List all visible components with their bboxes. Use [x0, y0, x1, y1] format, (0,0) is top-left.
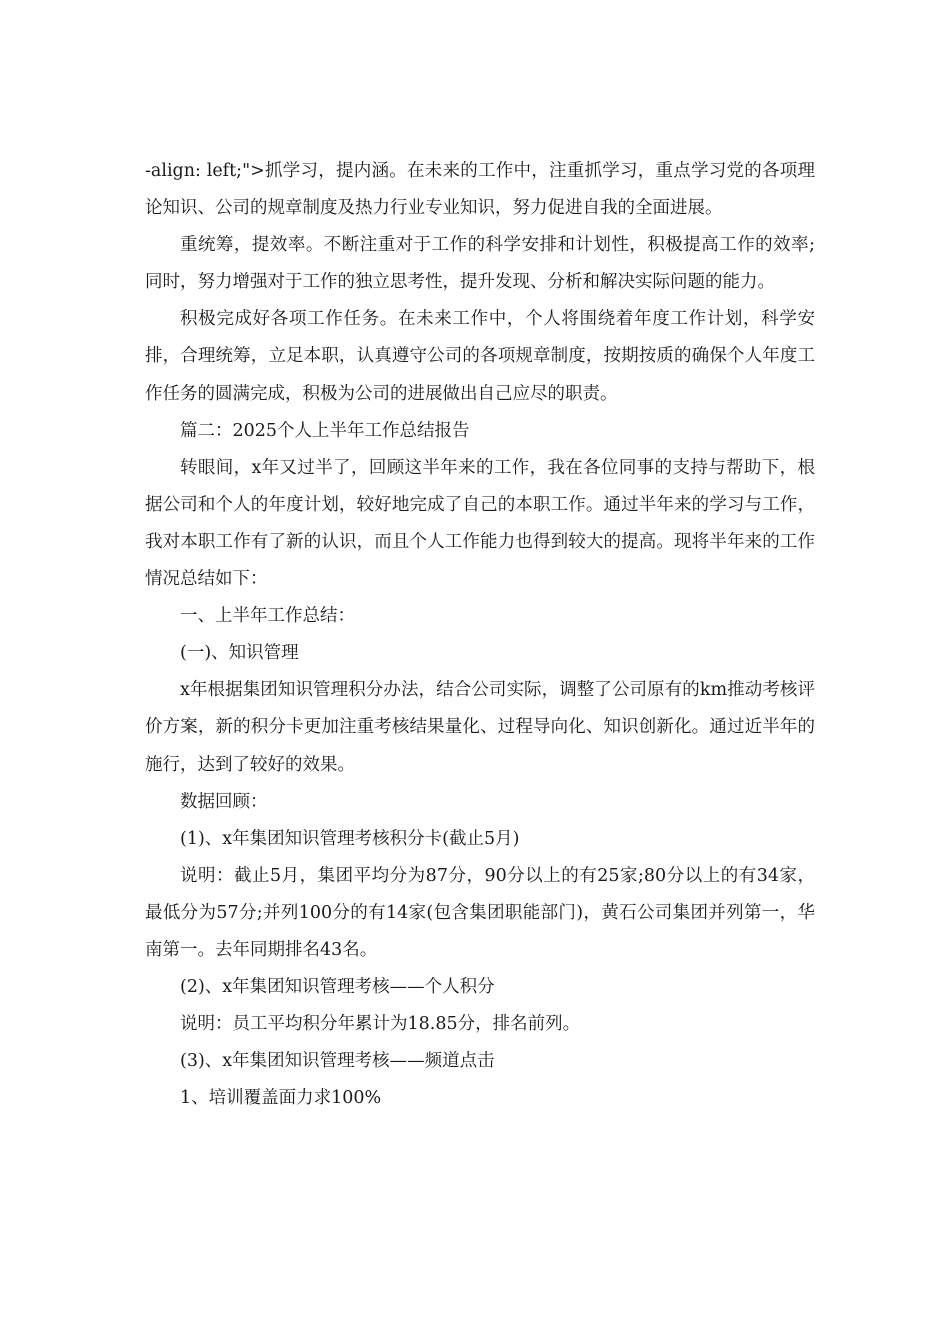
paragraph: -align: left;">抓学习，提内涵。在未来的工作中，注重抓学习，重点学习党的各项理论知识、公司的规章制度及热力行业专业知识，努力促进自我的全面进展。	[145, 161, 815, 219]
list-item: (3)、x年集团知识管理考核——频道点击	[180, 1051, 495, 1072]
list-item: (1)、x年集团知识管理考核积分卡(截止5月)	[180, 828, 520, 849]
section-heading: 一、上半年工作总结：	[180, 606, 355, 627]
paragraph: 转眼间，x年又过半了，回顾这半年来的工作，我在各位同事的支持与帮助下，根据公司和个人的年度计划，较好地完成了自己的本职工作。通过半年来的学习与工作，我对本职工作有了新的认识，而且个人工作能力也得到较大的提高。现将半年来的工作情况总结如下：	[145, 457, 815, 590]
paragraph: 积极完成好各项工作任务。在未来工作中，个人将围绕着年度工作计划，科学安排，合理统筹，立足本职，认真遵守公司的各项规章制度，按期按质的确保个人年度工作任务的圆满完成，积极为公司的进展做出自己应尽的职责。	[145, 309, 815, 404]
list-item: 1、培训覆盖面力求100%	[180, 1088, 382, 1109]
section-heading: 篇二：2025个人上半年工作总结报告	[180, 420, 470, 441]
paragraph: x年根据集团知识管理积分办法，结合公司实际，调整了公司原有的km推动考核评价方案，新的积分卡更加注重考核结果量化、过程导向化、知识创新化。通过近半年的施行，达到了较好的效果。	[145, 680, 815, 775]
paragraph: 说明：截止5月，集团平均分为87分，90分以上的有25家;80分以上的有34家，最低分为57分;并列100分的有14家(包含集团职能部门)，黄石公司集团并列第一，华南第一。去年同期排名43名。	[145, 865, 815, 960]
paragraph: 说明：员工平均积分年累计为18.85分，排名前列。	[180, 1014, 581, 1035]
subsection-heading: (一)、知识管理	[180, 643, 299, 664]
paragraph: 重统筹，提效率。不断注重对于工作的科学安排和计划性，积极提高工作的效率;同时，努力增强对于工作的独立思考性，提升发现、分析和解决实际问题的能力。	[145, 235, 815, 293]
document-body	[145, 153, 815, 1117]
paragraph: 数据回顾：	[180, 791, 268, 812]
list-item: (2)、x年集团知识管理考核——个人积分	[180, 977, 495, 998]
